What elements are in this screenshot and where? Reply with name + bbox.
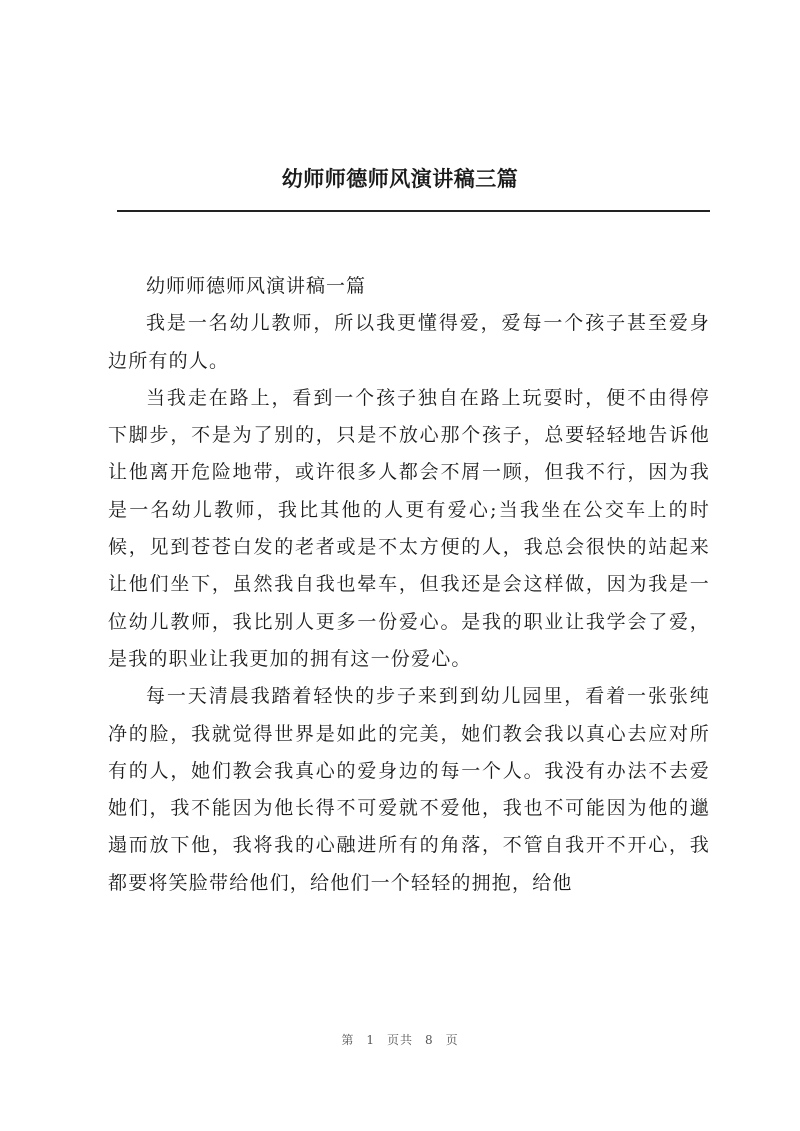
footer-suffix: 页	[445, 1033, 459, 1047]
document-body	[108, 268, 710, 902]
title-divider	[117, 210, 710, 212]
footer-middle: 页共	[386, 1033, 413, 1047]
paragraph-2: 当我走在路上，看到一个孩子独自在路上玩耍时，便不由得停下脚步，不是为了别的，只是不放心那个孩子，总要轻轻地告诉他让他离开危险地带，或许很多人都会不屑一顾，但我不行，因为我是一名幼儿教师，我比其他的人更有爱心;当我坐在公交车上的时候，见到苍苍白发的老者或是不太方便的人，我总会很快的站起来让他们坐下，虽然我自我也晕车，但我还是会这样做，因为我是一位幼儿教师，我比别人更多一份爱心。是我的职业让我学会了爱，是我的职业让我更加的拥有这一份爱心。	[108, 386, 710, 670]
page-title: 幼师师德师风演讲稿三篇	[281, 166, 519, 191]
paragraph-3: 每一天清晨我踏着轻快的步子来到到幼儿园里，看着一张张纯净的脸，我就觉得世界是如此的完美，她们教会我以真心去应对所有的人，她们教会我真心的爱身边的每一个人。我没有办法不去爱她们，我不能因为他长得不可爱就不爱他，我也不可能因为他的邋遢而放下他，我将我的心融进所有的角落，不管自我开不开心，我都要将笑脸带给他们，给他们一个轻轻的拥抱，给他	[108, 685, 710, 894]
footer-page-number: 1	[366, 1033, 375, 1047]
footer-prefix: 第	[341, 1033, 355, 1047]
section-subtitle: 幼师师德师风演讲稿一篇	[146, 275, 367, 297]
paragraph-1: 我是一名幼儿教师，所以我更懂得爱，爱每一个孩子甚至爱身边所有的人。	[108, 312, 710, 372]
page-footer	[0, 1031, 800, 1048]
footer-total-pages: 8	[425, 1033, 434, 1047]
